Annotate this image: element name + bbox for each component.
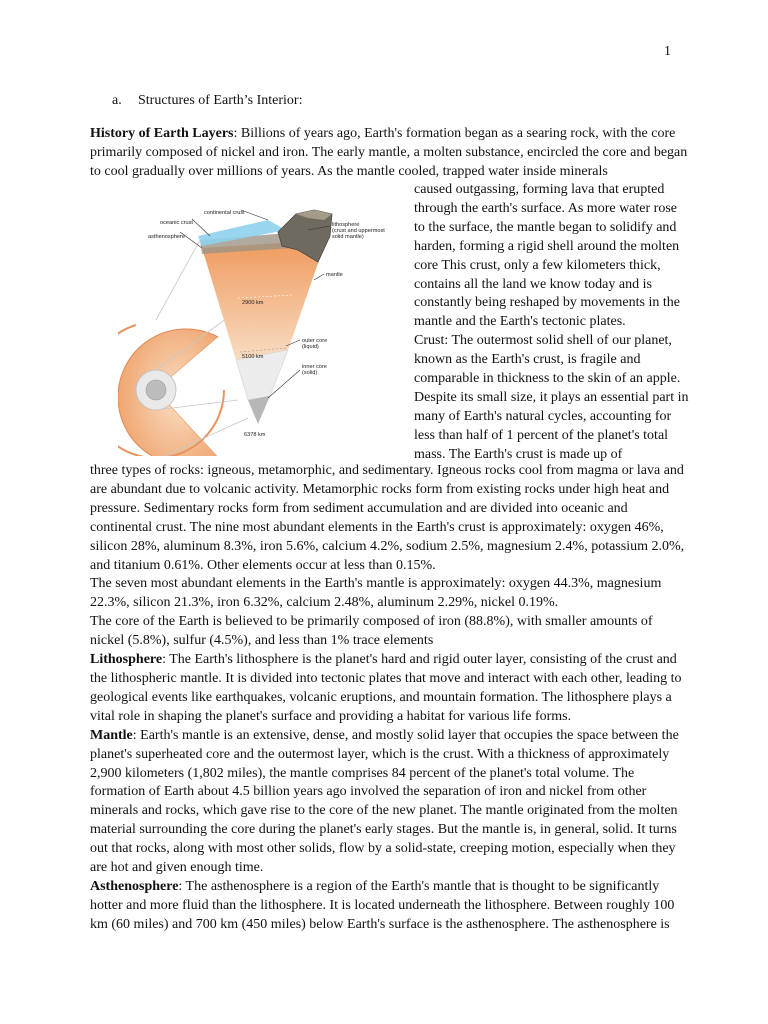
label-outer-core: outer core: [302, 338, 328, 344]
crust-wrapped-text: Crust: The outermost solid shell of our planet, known as the Earth's crust, is fragile and comparable in thickness to the skin of an apple. Despite its small size, it plays an essential part in many of Earth's natural cycles, accounting for less than half of 1 percent of the planet's total mass. The Earth's crust is made up of: [414, 333, 689, 462]
history-intro-text: : Billions of years ago, Earth's formation began as a searing rock, with the core primarily composed of nickel and iron. The early mantle, a molten substance, encircled the core and began to cool gradually over millions of years. As the mantle cooled, trapped water inside minerals: [90, 126, 688, 179]
mantle-elements-text: The seven most abundant elements in the Earth's mantle is approximately: oxygen 44.3%, magnesium 22.3%, silicon 21.3%, iron 6.32%, calcium 2.48%, aluminum 2.29%, nickel 0.19%.: [90, 576, 662, 611]
mantle-paragraph: [90, 727, 690, 878]
asthenosphere-paragraph: [90, 878, 690, 935]
earth-layers-diagram: [118, 200, 408, 456]
label-lithosphere: lithosphere: [332, 222, 360, 228]
section-letter: a.: [112, 93, 122, 108]
history-continued-text: caused outgassing, forming lava that erupted through the earth's surface. As more water rose to the surface, the mantle began to solidify and harden, forming a rigid shell around the molten core This crust, only a few kilometers thick, contains all the land we know today and is constantly being reshaped by movements in the mantle and the Earth's tectonic plates.: [414, 182, 680, 330]
inner-core-layer: [248, 396, 270, 424]
mantle-text: : Earth's mantle is an extensive, dense, and mostly solid layer that occupies the space between the planet's superheated core and the outermost layer, which is the crust. With a thickness of approximately 2,900 kilometers (1,802 miles), the mantle comprises 84 percent of the planet's total volume. The formation of Earth about 4.5 billion years ago involved the separation of iron and nickel from other minerals and rocks, which gave rise to the core of the new planet. The mantle originated from the molten material surrounding the core during the planet's early stages. But the mantle is, in general, solid. It turns out that rocks, along with most other solids, flow by a solid-state, creeping motion, especially when they are hot and given enough time.: [90, 727, 679, 876]
label-oceanic-crust: oceanic crust: [160, 220, 193, 226]
label-continental-crust: continental crust: [204, 210, 245, 216]
label-lithosphere-2: (crust and uppermost: [332, 228, 385, 234]
mantle-label: Mantle: [90, 727, 133, 743]
crust-continued-text: three types of rocks: igneous, metamorphic, and sedimentary. Igneous rocks cool from magma or lava and are abundant due to volcanic activity. Metamorphic rocks form from existing rocks under high heat and pressure. Sedimentary rocks form from sediment accumulation and are divided into oceanic and continental crust. The nine most abundant elements in the Earth's crust is approximately: oxygen 46%, silicon 28%, aluminum 8.3%, iron 5.6%, calcium 4.2%, sodium 2.5%, magnesium 2.4%, potassium 2.0%, and titanium 0.61%. Other elements occur at less than 0.15%.: [90, 463, 685, 573]
section-heading: [112, 93, 302, 109]
label-mantle: mantle: [326, 272, 343, 278]
page-number: 1: [664, 44, 671, 59]
lithosphere-text: : The Earth's lithosphere is the planet's hard and rigid outer layer, consisting of the crust and the lithospheric mantle. It is divided into tectonic plates that move and interact with each other, leading to geological events like earthquakes, volcanic eruptions, and mountain formation. The lithosphere plays a vital role in shaping the planet's surface and providing a habitat for various life forms.: [90, 652, 682, 724]
label-asthenosphere: asthenosphere: [148, 234, 186, 240]
body-continued: [90, 462, 690, 935]
lithosphere-label: Lithosphere: [90, 652, 163, 668]
history-label: History of Earth Layers: [90, 126, 234, 141]
label-outer-core-2: (liquid): [302, 344, 319, 350]
core-composition-text: The core of the Earth is believed to be primarily composed of iron (88.8%), with smaller amounts of nickel (5.8%), sulfur (4.5%), and less than 1% trace elements: [90, 614, 653, 649]
label-inner-core: inner core: [302, 364, 327, 370]
lithosphere-paragraph: [90, 651, 690, 727]
asthenosphere-text: : The asthenosphere is a region of the Earth's mantle that is thought to be significantly hotter and more fluid than the lithosphere. It is located underneath the lithosphere. Between roughly 100 km (60 miles) and 700 km (450 miles) below Earth's surface is the asthenosphere. The asthenosphere is: [90, 878, 675, 932]
asthenosphere-label: Asthenosphere: [90, 878, 179, 894]
section-title: Structures of Earth’s Interior:: [138, 93, 303, 108]
history-intro-paragraph: [90, 125, 690, 182]
wrapped-column: [414, 181, 689, 465]
label-lithosphere-3: solid mantle): [332, 234, 364, 240]
label-depth-2900: 2900 km: [242, 300, 264, 306]
label-depth-5100: 5100 km: [242, 354, 264, 360]
label-depth-6378: 6378 km: [244, 432, 266, 438]
label-inner-core-2: (solid): [302, 370, 318, 376]
